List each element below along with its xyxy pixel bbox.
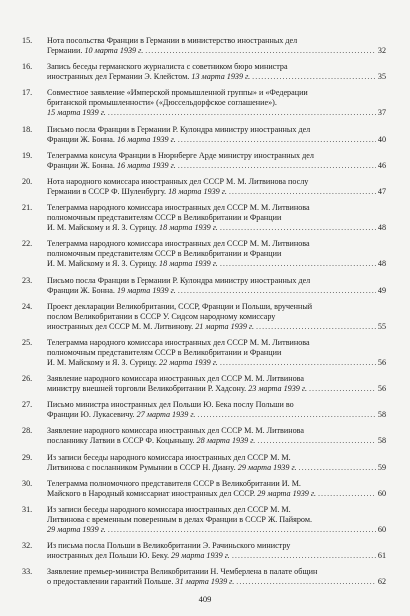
entry-last-line-text [47,286,176,296]
dot-leader [256,322,376,332]
dot-leader [178,135,376,145]
entry-body [47,177,386,197]
entry-body [47,505,386,535]
entry-last-line [47,489,386,499]
entry-number: 21. [22,203,33,213]
entry-title-end: И. М. Майскому и Я. З. Сурицу. [47,223,157,233]
entry-title-line: Заявление народного комиссара иностранных дел СССР М. М. Литвинова [47,426,304,436]
entry-page-number: 60 [377,488,386,498]
entry-title-line: Телеграмма народного комиссара иностранных дел СССР М. М. Литвинова [47,239,310,249]
toc-entry [22,276,386,296]
entry-last-line-text [47,463,297,473]
entry-title-line: Письмо министра иностранных дел Польши Ю. Бека послу Польши во [47,400,294,410]
toc-entry [22,374,386,394]
toc-entry [22,36,386,56]
entry-last-line [47,410,386,420]
dot-leader [108,525,376,535]
page-number: 409 [198,594,212,604]
entry-last-line [47,525,386,535]
entry-page-number: 56 [377,357,386,367]
entry-body [47,36,386,56]
entry-date: 15 марта 1939 г. [47,108,106,118]
toc-entry [22,505,386,535]
entry-title-line: Заявление народного комиссара иностранных дел СССР М. М. Литвинова [47,374,304,384]
dot-leader [197,410,375,420]
dot-leader [220,259,376,269]
entry-last-line-text [47,322,254,332]
entry-title-end: Майского в Народный комиссариат иностранных дел СССР. [47,488,256,498]
entry-date: 28 марта 1939 г. [196,436,256,446]
entry-date: 19 марта 1939 г. [116,285,176,295]
entry-title-line: Совместное заявление «Имперской промышленной группы» и «Федерации [47,88,308,98]
dot-leader [257,436,376,446]
entry-number: 20. [22,176,33,186]
entry-number: 16. [22,62,33,72]
dot-leader [178,161,376,171]
entry-date: 16 марта 1939 г. [116,134,176,144]
entry-last-line-text [47,384,307,394]
dot-leader [145,46,376,56]
entry-last-line [47,322,386,332]
toc-entry [22,541,386,561]
entry-body [47,239,386,269]
toc-entry [22,453,386,473]
entry-number: 23. [22,275,33,285]
entry-last-line [47,108,386,118]
entry-title-line: полномочным представителям СССР в Великобритании и Франции [47,249,282,259]
entry-title-end: И. М. Майскому и Я. З. Сурицу. [47,357,157,367]
entry-last-line [47,463,386,473]
entry-number: 27. [22,400,33,410]
entry-title-end: Франции Ю. Лукасевичу. [47,410,135,420]
entry-number: 25. [22,337,33,347]
entry-last-line [47,259,386,269]
toc-entry [22,567,386,587]
entry-last-line [47,286,386,296]
entry-title-line: Телеграмма народного комиссара иностранных дел СССР М. М. Литвинова [47,337,310,347]
entry-title-end: Германии. [47,46,83,55]
dot-leader [318,489,376,499]
entry-number: 24. [22,301,33,311]
dot-leader [108,108,376,118]
entry-title-line: полномочным представителям СССР в Великобритании и Франции [47,213,282,223]
entry-body [47,479,386,499]
entry-page-number: 56 [377,384,386,394]
entry-date: 29 марта 1939 г. [257,488,316,498]
entry-last-line [47,72,386,82]
dot-leader [229,187,376,197]
entry-last-line-text [47,108,106,118]
entry-body [47,567,386,587]
entry-title-end: Франции Ж. Бонна. [47,285,115,295]
entry-last-line [47,551,386,561]
entry-title-line: Телеграмма консула Франции в Нюрнберге Арде министру иностранных дел [47,150,314,160]
entry-last-line [47,187,386,197]
entry-title-end: о предоставлении гарантий Польше. [47,577,174,587]
toc-entry [22,62,386,82]
entry-title-line: Письмо посла Франции в Германии Р. Кулондра министру иностранных дел [47,124,311,134]
entry-title-end: иностранных дел Германии Э. Клейстом. [47,72,190,82]
entry-last-line-text [47,187,227,197]
entry-page-number: 58 [377,436,386,446]
entry-page-number: 46 [377,160,386,170]
toc-entry [22,151,386,171]
entry-last-line [47,358,386,368]
table-of-contents [22,36,386,594]
entry-date: 29 марта 1939 г. [237,462,297,472]
entry-body [47,151,386,171]
entry-date: 18 марта 1939 г. [159,223,218,233]
entry-body [47,453,386,473]
dot-leader [299,463,376,473]
entry-date: 29 марта 1939 г. [171,551,230,561]
entry-title-line: Заявление премьер-министра Великобритании Н. Чемберлена в палате общин [47,567,318,577]
entry-title-line: Телеграмма народного комиссара иностранных дел СССР М. М. Литвинова [47,203,310,213]
entry-number: 31. [22,505,33,514]
entry-body [47,541,386,561]
entry-title-end: И. М. Майскому и Я. З. Сурицу. [47,259,157,269]
entry-date: 22 марта 1939 г. [159,357,218,367]
entry-body [47,426,386,446]
entry-title-line: полномочным представителям СССР в Великобритании и Франции [47,347,282,357]
dot-leader [309,384,376,394]
entry-body [47,88,386,118]
entry-last-line-text [47,161,176,171]
entry-last-line-text [47,223,218,233]
dot-leader [252,72,376,82]
entry-last-line-text [47,46,143,56]
entry-title-end: Германии в СССР Ф. Шуленбургу. [47,186,167,196]
entry-page-number: 60 [377,525,386,534]
entry-page-number: 32 [377,46,386,55]
entry-last-line [47,46,386,56]
entry-number: 26. [22,374,33,384]
entry-page-number: 55 [377,321,386,331]
entry-date: 23 марта 1939 г. [248,384,307,394]
toc-entry [22,426,386,446]
entry-body [47,400,386,420]
entry-number: 19. [22,150,33,160]
entry-title-line: Нота посольства Франции в Германии в министерство иностранных дел [47,36,298,45]
entry-page-number: 48 [377,223,386,233]
entry-last-line-text [47,72,250,82]
entry-last-line [47,161,386,171]
entry-title-line: Из письма посла Польши в Великобритании Э. Рачиньского министру [47,541,291,551]
entry-title-line: Письмо посла Франции в Германии Р. Кулондра министру иностранных дел [47,275,311,285]
entry-page-number: 61 [377,551,386,561]
entry-title-end: иностранных дел СССР М. М. Литвинову. [47,321,194,331]
entry-title-end: иностранных дел Польши Ю. Беку. [47,551,169,561]
entry-number: 15. [22,36,33,45]
entry-page-number: 49 [377,285,386,295]
entry-page-number: 59 [377,462,386,472]
entry-title-end: Франции Ж. Бонна. [47,160,115,170]
toc-entry [22,125,386,145]
dot-leader [232,551,376,561]
entry-page-number: 62 [377,577,386,587]
entry-page-number: 47 [377,186,386,196]
entry-body [47,302,386,332]
entry-title-line: Запись беседы германского журналиста с советником бюро министра [47,62,288,72]
entry-date: 16 марта 1939 г. [116,160,176,170]
entry-number: 32. [22,541,33,551]
entry-last-line-text [47,410,195,420]
entry-last-line-text [47,135,176,145]
entry-number: 28. [22,426,33,436]
entry-date: 21 марта 1939 г. [195,321,255,331]
toc-entry [22,302,386,332]
entry-page-number: 58 [377,410,386,420]
entry-title-line: Проект декларации Великобритании, СССР, Франции и Польши, врученный [47,301,313,311]
dot-leader [178,286,376,296]
dot-leader [220,223,376,233]
entry-date: 13 марта 1939 г. [191,72,251,82]
entry-last-line-text [47,436,255,446]
entry-title-line: Литвинова с временным поверенным в делах Франции в СССР Ж. Пайяром. [47,515,312,524]
entry-last-line-text [47,577,234,587]
entry-date: 18 марта 1939 г. [159,259,218,269]
entry-last-line [47,436,386,446]
entry-body [47,203,386,233]
entry-last-line-text [47,489,316,499]
toc-entry [22,239,386,269]
entry-number: 17. [22,88,33,98]
entry-last-line-text [47,358,218,368]
entry-page-number: 37 [377,108,386,118]
entry-title-end: министру внешней торговли Великобритании Р. Хадсону. [47,384,247,394]
entry-page-number: 48 [377,259,386,269]
entry-last-line [47,577,386,587]
entry-number: 22. [22,239,33,249]
toc-entry [22,203,386,233]
entry-last-line [47,384,386,394]
toc-entry [22,479,386,499]
entry-last-line [47,223,386,233]
entry-title-end: Франции Ж. Бонна. [47,134,115,144]
entry-title-line: Из записи беседы народного комиссара иностранных дел СССР М. М. [47,505,291,514]
entry-title-line: послом Великобритании в СССР У. Сидсом народному комиссару [47,311,276,321]
toc-entry [22,338,386,368]
entry-number: 33. [22,567,33,577]
entry-body [47,338,386,368]
entry-body [47,62,386,82]
entry-title-end: Литвинова с посланником Румынии в СССР Н. Дианy. [47,462,236,472]
entry-last-line-text [47,259,218,269]
entry-title-line: Из записи беседы народного комиссара иностранных дел СССР М. М. [47,452,291,462]
entry-title-line: Нота народного комиссара иностранных дел СССР М. М. Литвинова послу [47,176,309,186]
toc-entry [22,177,386,197]
entry-number: 18. [22,124,33,134]
entry-date: 31 марта 1939 г. [175,577,235,587]
entry-title-line: британской промышленности» («Дюссельдорфское соглашение»). [47,98,277,108]
entry-body [47,374,386,394]
entry-number: 29. [22,452,33,462]
entry-date: 10 марта 1939 г. [84,46,144,55]
entry-body [47,125,386,145]
entry-title-line: Телеграмма полномочного представителя СССР в Великобритании И. М. [47,478,301,488]
entry-page-number: 35 [377,72,386,82]
toc-entry [22,88,386,118]
dot-leader [220,358,376,368]
entry-title-end: посланнику Латвии в СССР Ф. Коцыньшу. [47,436,195,446]
dot-leader [236,577,376,587]
entry-body [47,276,386,296]
entry-date: 18 марта 1939 г. [168,186,227,196]
toc-entry [22,400,386,420]
entry-last-line-text [47,525,106,535]
entry-number: 30. [22,478,33,488]
entry-last-line [47,135,386,145]
entry-last-line-text [47,551,230,561]
entry-date: 29 марта 1939 г. [47,525,106,534]
entry-page-number: 40 [377,134,386,144]
entry-date: 27 марта 1939 г. [136,410,196,420]
